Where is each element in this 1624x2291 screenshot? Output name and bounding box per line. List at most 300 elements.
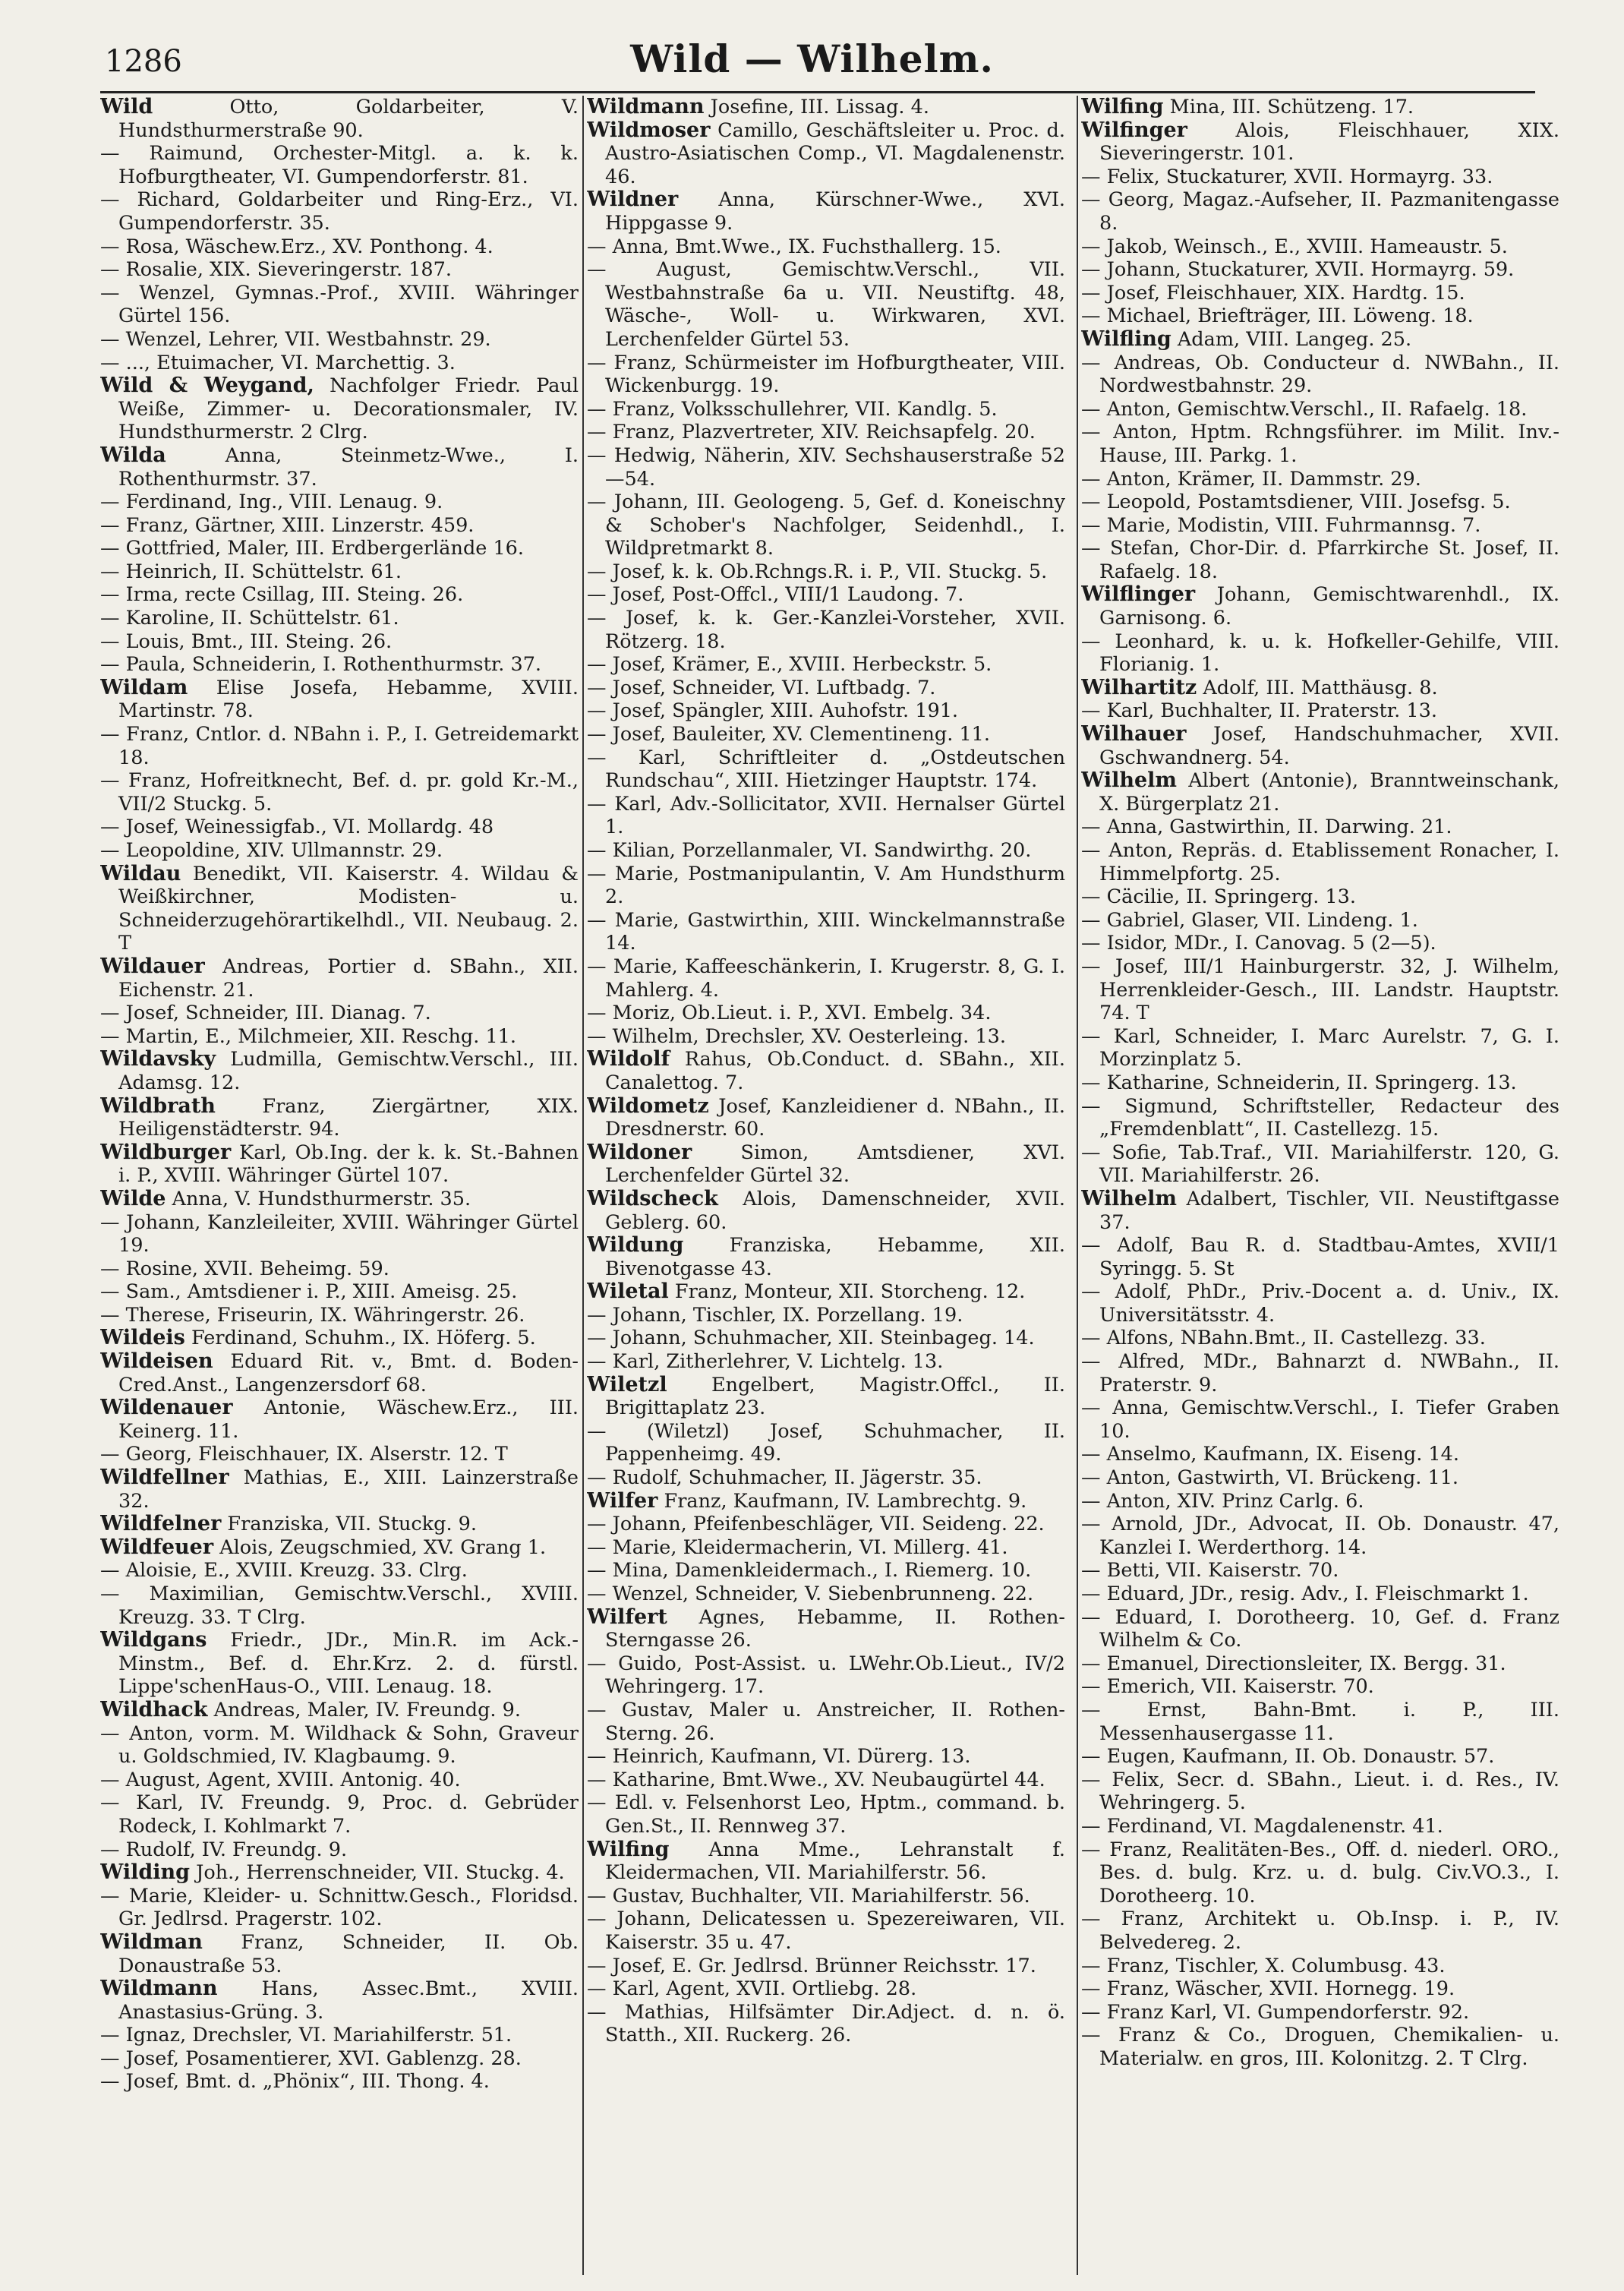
entry-text: Andreas, Maler, IV. Freundg. 9.	[207, 1698, 521, 1721]
entry-text: Hans, Assec.Bmt., XVIII. Anastasius-Grüng. 3.	[118, 1977, 579, 2024]
entry-text: Albert (Antonie), Branntweinschank, X. Bürgerplatz 21.	[1099, 769, 1559, 816]
entry-text: Eduard Rit. v., Bmt. d. Boden-Cred.Anst., Langenzersdorf 68.	[118, 1350, 579, 1396]
directory-entry	[587, 1977, 1065, 2001]
directory-entry	[1081, 1675, 1559, 1699]
directory-entry	[1081, 699, 1559, 723]
directory-entry	[100, 2024, 579, 2047]
entry-text: — Marie, Kaffeeschänkerin, I. Krugerstr. 8, G. I. Mahlerg. 4.	[587, 955, 1065, 1002]
directory-entry	[1081, 1559, 1559, 1583]
directory-entry	[587, 1838, 1065, 1885]
entry-surname: Wilhauer	[1081, 722, 1187, 746]
entry-text: — Cäcilie, II. Springerg. 13.	[1081, 885, 1356, 909]
entry-text: — Karl, Schneider, I. Marc Aurelstr. 7, G. I. Morzinplatz 5.	[1081, 1024, 1559, 1071]
directory-entry	[587, 1908, 1065, 1954]
entry-text: — Sam., Amtsdiener i. P., XIII. Ameisg. 25.	[100, 1280, 518, 1304]
entry-surname: Wildmoser	[587, 118, 711, 142]
entry-text: Elise Josefa, Hebamme, XVIII. Martinstr. 78.	[118, 676, 579, 723]
directory-entry	[1081, 258, 1559, 282]
entry-text: — Felix, Stuckaturer, XVII. Hormayrg. 33.	[1081, 165, 1493, 188]
entry-text: Josefine, III. Lissag. 4.	[704, 96, 929, 118]
directory-entry	[587, 677, 1065, 700]
entry-text: — Johann, Stuckaturer, XVII. Hormayrg. 59.	[1081, 258, 1515, 282]
entry-text: Simon, Amtsdiener, XVI. Lerchenfelder Gürtel 32.	[605, 1141, 1065, 1188]
entry-surname: Wild	[100, 96, 153, 118]
entry-text: — Josef, Spängler, XIII. Auhofstr. 191.	[587, 699, 959, 723]
entry-text: — Maximilian, Gemischtw.Verschl., XVIII. Kreuzg. 33. T Clrg.	[100, 1583, 579, 1629]
entry-surname: Wildman	[100, 1930, 203, 1954]
entry-text: — Josef, III/1 Hainburgerstr. 32, J. Wilhelm, Herrenkleider-Gesch., III. Landstr. Hauptstr. 74. T	[1081, 955, 1559, 1025]
entry-text: — Richard, Goldarbeiter und Ring-Erz., VI. Gumpendorferstr. 35.	[100, 188, 579, 235]
directory-entry	[587, 1234, 1065, 1280]
directory-entry	[100, 282, 579, 328]
entry-surname: Wildung	[587, 1233, 684, 1258]
entry-text: Adolf, III. Matthäusg. 8.	[1197, 676, 1438, 699]
entry-surname: Wildhack	[100, 1697, 208, 1721]
directory-entry	[1081, 1838, 1559, 1908]
directory-entry	[100, 630, 579, 654]
entry-text: — Heinrich, Kaufmann, VI. Dürerg. 13.	[587, 1745, 971, 1769]
directory-entry	[1081, 1188, 1559, 1234]
entry-surname: Wilfing	[587, 1837, 670, 1861]
entry-text: — Mina, Damenkleidermach., I. Riemerg. 10.	[587, 1559, 1032, 1583]
directory-entry	[1081, 816, 1559, 839]
directory-entry	[1081, 909, 1559, 932]
entry-text: Alois, Fleischhauer, XIX. Sieveringerstr. 101.	[1099, 118, 1559, 166]
directory-entry	[1081, 1745, 1559, 1769]
directory-entry	[100, 1861, 579, 1885]
directory-entry	[1081, 1815, 1559, 1838]
directory-entry	[100, 142, 579, 188]
entry-text: — Josef, Fleischhauer, XIX. Hardtg. 15.	[1081, 281, 1465, 305]
entry-text: — Paula, Schneiderin, I. Rothenthurmstr. 37.	[100, 653, 542, 677]
directory-entry	[1081, 514, 1559, 538]
directory-entry	[100, 607, 579, 630]
directory-entry	[587, 398, 1065, 421]
directory-entry	[100, 1559, 579, 1583]
entry-surname: Wilhelm	[1081, 768, 1177, 793]
entry-text: — Gustav, Buchhalter, VII. Mariahilferstr. 56.	[587, 1884, 1030, 1908]
directory-entry	[587, 1559, 1065, 1583]
directory-entry	[587, 1141, 1065, 1188]
entry-surname: Wilflinger	[1081, 582, 1196, 607]
directory-entry	[100, 1629, 579, 1699]
entry-text: — Edl. v. Felsenhorst Leo, Hptm., command. b. Gen.St., II. Rennweg 37.	[587, 1791, 1065, 1838]
directory-entry	[587, 1652, 1065, 1699]
directory-entry	[587, 96, 1065, 119]
directory-entry	[100, 514, 579, 538]
entry-text: — Rosine, XVII. Beheimg. 59.	[100, 1257, 389, 1280]
entry-text: Agnes, Hebamme, II. Rothen-Sterngasse 26.	[605, 1605, 1065, 1652]
entry-text: — Raimund, Orchester-Mitgl. a. k. k. Hofburgtheater, VI. Gumpendorferstr. 81.	[100, 142, 579, 188]
entry-text: Franz, Kaufmann, IV. Lambrechtg. 9.	[657, 1489, 1027, 1513]
entry-text: — Josef, Bauleiter, XV. Clementineng. 11.	[587, 723, 991, 746]
directory-entry	[100, 1769, 579, 1792]
entry-text: — Guido, Post-Assist. u. LWehr.Ob.Lieut., IV/2 Wehringerg. 17.	[587, 1652, 1065, 1699]
directory-entry	[100, 839, 579, 863]
directory-entry	[100, 955, 579, 1002]
directory-entry	[1081, 328, 1559, 352]
directory-entry	[1081, 1583, 1559, 1606]
entry-text: — Rosa, Wäschew.Erz., XV. Ponthong. 4.	[100, 235, 494, 258]
entry-text: — Katharine, Bmt.Wwe., XV. Neubaugürtel 44.	[587, 1768, 1045, 1791]
entry-surname: Wilfert	[587, 1605, 667, 1629]
entry-text: — Betti, VII. Kaiserstr. 70.	[1081, 1559, 1339, 1583]
directory-entry	[100, 1885, 579, 1931]
entry-text: Franziska, VII. Stuckg. 9.	[221, 1513, 477, 1536]
directory-entry	[1081, 1606, 1559, 1652]
entry-text: Franz, Schneider, II. Ob. Donaustraße 53.	[118, 1930, 579, 1977]
entry-text: — Adolf, Bau R. d. Stadtbau-Amtes, XVII/1 Syringg. 5. St	[1081, 1234, 1559, 1280]
entry-surname: Wilfling	[1081, 327, 1171, 351]
directory-entry	[587, 1791, 1065, 1838]
directory-entry	[587, 2001, 1065, 2047]
directory-entry	[1081, 1490, 1559, 1513]
entry-text: — Franz, Plazvertreter, XIV. Reichsapfelg. 20.	[587, 421, 1036, 444]
entry-text: — Karl, Buchhalter, II. Praterstr. 13.	[1081, 699, 1437, 723]
directory-entry	[100, 560, 579, 584]
directory-entry	[1081, 677, 1559, 700]
directory-entry	[587, 235, 1065, 259]
directory-entry	[587, 583, 1065, 607]
entry-text: — Kilian, Porzellanmaler, VI. Sandwirthg. 20.	[587, 839, 1032, 862]
entry-text: Nachfolger Friedr. Paul Weiße, Zimmer- u. Decorationsmaler, IV. Hundsthurmerstr. 2 Clrg.	[118, 374, 579, 444]
directory-entry	[100, 1211, 579, 1258]
directory-entry	[100, 1838, 579, 1862]
entry-text: — Rosalie, XIX. Sieveringerstr. 187.	[100, 258, 452, 282]
entry-surname: Wildenauer	[100, 1396, 233, 1420]
directory-entry	[1081, 282, 1559, 305]
directory-column-3	[1081, 96, 1559, 2283]
entry-text: Josef, Kanzleidiener d. NBahn., II. Dresdnerstr. 60.	[605, 1094, 1065, 1141]
entry-text: — Johann, III. Geologeng. 5, Gef. d. Koneischny & Schober's Nachfolger, Seidenhdl., I. Wildpretmarkt 8.	[587, 491, 1065, 560]
entry-text: — Leopoldine, XIV. Ullmannstr. 29.	[100, 839, 443, 862]
entry-text: — Mathias, Hilfsämter Dir.Adject. d. n. ö. Statth., XII. Ruckerg. 26.	[587, 2000, 1065, 2047]
directory-entry	[587, 1885, 1065, 1908]
directory-entry	[587, 560, 1065, 584]
entry-text: — Stefan, Chor-Dir. d. Pfarrkirche St. Josef, II. Rafaelg. 18.	[1081, 537, 1559, 583]
entry-surname: Wildfelner	[100, 1512, 222, 1536]
entry-text: — Louis, Bmt., III. Steing. 26.	[100, 630, 393, 653]
entry-text: — Felix, Secr. d. SBahn., Lieut. i. d. Res., IV. Wehringerg. 5.	[1081, 1768, 1559, 1815]
header-rule	[100, 91, 1535, 93]
directory-entry	[587, 793, 1065, 839]
directory-entry	[100, 1396, 579, 1443]
directory-entry	[100, 96, 579, 142]
directory-entry	[1081, 1652, 1559, 1676]
entry-text: — Wilhelm, Drechsler, XV. Oesterleing. 13.	[587, 1024, 1006, 1048]
directory-entry	[587, 723, 1065, 746]
entry-text: Johann, Gemischtwarenhdl., IX. Garnisong. 6.	[1099, 583, 1559, 630]
directory-column-2	[587, 96, 1065, 2283]
directory-entry	[100, 2047, 579, 2071]
entry-text: Andreas, Portier d. SBahn., XII. Eichenstr. 21.	[118, 955, 579, 1002]
entry-text: — Josef, Krämer, E., XVIII. Herbeckstr. 5.	[587, 653, 992, 677]
directory-entry	[587, 653, 1065, 677]
entry-surname: Wildfeuer	[100, 1535, 214, 1559]
entry-text: — Katharine, Schneiderin, II. Springerg. 13.	[1081, 1071, 1517, 1094]
entry-text: — Franz, Schürmeister im Hofburgtheater, VIII. Wickenburgg. 19.	[587, 351, 1065, 398]
entry-text: — Anton, Gastwirth, VI. Brückeng. 11.	[1081, 1466, 1459, 1490]
entry-text: — August, Gemischtw.Verschl., VII. Westbahnstraße 6a u. VII. Neustiftg. 48, Wäsche-, Woll- u. Wirkwaren, XVI. Lerchenfelder Gürtel 53.	[587, 258, 1065, 351]
directory-entry	[1081, 1327, 1559, 1350]
entry-text: Rahus, Ob.Conduct. d. SBahn., XII. Canalettog. 7.	[605, 1048, 1065, 1094]
entry-text: — Johann, Schuhmacher, XII. Steinbageg. 14.	[587, 1327, 1035, 1350]
entry-text: — Wenzel, Lehrer, VII. Westbahnstr. 29.	[100, 327, 491, 351]
entry-text: — Georg, Fleischhauer, IX. Alserstr. 12. T	[100, 1443, 508, 1466]
page-title: Wild — Wilhelm.	[630, 36, 994, 81]
directory-entry	[587, 746, 1065, 793]
directory-entry	[587, 839, 1065, 863]
entry-text: — Marie, Postmanipulantin, V. Am Hundsthurm 2.	[587, 862, 1065, 909]
entry-surname: Wildoner	[587, 1140, 692, 1164]
entry-text: — Josef, Schneider, III. Dianag. 7.	[100, 1002, 431, 1025]
entry-text: — Therese, Friseurin, IX. Währingerstr. 26.	[100, 1303, 525, 1327]
entry-surname: Wilda	[100, 443, 166, 467]
directory-entry	[587, 1955, 1065, 1978]
entry-text: — Josef, Posamentierer, XVI. Gablenzg. 28.	[100, 2046, 522, 2070]
entry-text: — Josef, k. k. Ob.Rchngs.R. i. P., VII. Stuckg. 5.	[587, 560, 1048, 583]
directory-entry	[587, 863, 1065, 909]
entry-text: — Marie, Modistin, VIII. Fuhrmannsg. 7.	[1081, 513, 1481, 537]
entry-text: — Emanuel, Directionsleiter, IX. Bergg. 31.	[1081, 1652, 1506, 1675]
entry-text: — Karl, Adv.-Sollicitator, XVII. Hernalser Gürtel 1.	[587, 792, 1065, 839]
entry-surname: Wilhelm	[1081, 1186, 1177, 1210]
directory-entry	[587, 352, 1065, 398]
entry-text: — Josef, E. Gr. Jedlrsd. Brünner Reichsstr. 17.	[587, 1954, 1036, 1977]
entry-text: — Marie, Gastwirthin, XIII. Winckelmannstraße 14.	[587, 908, 1065, 955]
entry-text: — Moriz, Ob.Lieut. i. P., XVI. Embelg. 34.	[587, 1002, 992, 1025]
entry-text: — Adolf, PhDr., Priv.-Docent a. d. Univ., IX. Universitätsstr. 4.	[1081, 1280, 1559, 1327]
entry-text: — Marie, Kleider- u. Schnittw.Gesch., Floridsd. Gr. Jedlrsd. Pragerstr. 102.	[100, 1884, 579, 1931]
entry-text: — Franz & Co., Droguen, Chemikalien- u. Materialw. en gros, III. Kolonitzg. 2. T Clrg.	[1081, 2024, 1559, 2070]
directory-entry	[1081, 955, 1559, 1025]
entry-text: — Gottfried, Maler, III. Erdbergerlände 16.	[100, 537, 525, 560]
entry-surname: Wilde	[100, 1186, 166, 1210]
entry-text: Adalbert, Tischler, VII. Neustiftgasse 37.	[1099, 1187, 1559, 1234]
entry-text: Benedikt, VII. Kaiserstr. 4. Wildau & Weißkirchner, Modisten- u. Schneiderzugehörartikelhdl., VII. Neubaug. 2. T	[118, 862, 579, 955]
entry-text: Otto, Goldarbeiter, V. Hundsthurmerstraße 90.	[118, 96, 579, 142]
entry-text: — Karl, Agent, XVII. Ortliebg. 28.	[587, 1977, 917, 2001]
entry-surname: Wiletzl	[587, 1372, 667, 1396]
entry-text: — Josef, Post-Offcl., VIII/1 Laudong. 7.	[587, 583, 964, 607]
directory-entry	[1081, 1280, 1559, 1327]
entry-surname: Wildburger	[100, 1140, 232, 1164]
entry-text: — Franz, Realitäten-Bes., Off. d. niederl. ORO., Bes. d. bulg. Krz. u. d. bulg. Civ.VO.3., I. Dorotheerg. 10.	[1081, 1838, 1559, 1908]
entry-surname: Wildner	[587, 188, 679, 212]
entry-text: — Anselmo, Kaufmann, IX. Eiseng. 14.	[1081, 1443, 1459, 1466]
entry-text: — Wenzel, Schneider, V. Siebenbrunneng. 22.	[587, 1583, 1034, 1605]
directory-entry	[587, 909, 1065, 955]
entry-text: Friedr., JDr., Min.R. im Ack.-Minstm., Bef. d. Ehr.Krz. 2. d. fürstl. Lippe'schenHaus-O., VIII. Lenaug. 18.	[118, 1629, 579, 1699]
directory-entry	[1081, 583, 1559, 630]
directory-entry	[587, 1002, 1065, 1025]
entry-text: — Alfred, MDr., Bahnarzt d. NWBahn., II. Praterstr. 9.	[1081, 1350, 1559, 1396]
entry-text: — Anna, Gemischtw.Verschl., I. Tiefer Graben 10.	[1081, 1396, 1559, 1443]
directory-entry	[100, 1536, 579, 1560]
entry-text: Anna, V. Hundsthurmerstr. 35.	[166, 1187, 471, 1210]
entry-text: — Emerich, VII. Kaiserstr. 70.	[1081, 1675, 1374, 1699]
directory-entry	[100, 1977, 579, 2024]
directory-entry	[587, 1606, 1065, 1652]
entry-text: — Karl, IV. Freundg. 9, Proc. d. Gebrüder Rodeck, I. Kohlmarkt 7.	[100, 1791, 579, 1838]
entry-text: — Franz Karl, VI. Gumpendorferstr. 92.	[1081, 2000, 1470, 2024]
directory-entry	[1081, 1908, 1559, 1954]
directory-entry	[1081, 1025, 1559, 1071]
entry-text: — Ferdinand, VI. Magdalenenstr. 41.	[1081, 1814, 1443, 1838]
entry-text: Karl, Ob.Ing. der k. k. St.-Bahnen i. P., XVIII. Währinger Gürtel 107.	[118, 1141, 579, 1188]
directory-entry	[587, 699, 1065, 723]
directory-entry	[100, 723, 579, 769]
directory-entry	[1081, 1977, 1559, 2001]
entry-text: — Heinrich, II. Schüttelstr. 61.	[100, 560, 402, 583]
directory-entry	[100, 1258, 579, 1281]
directory-entry	[587, 421, 1065, 444]
directory-entry	[100, 491, 579, 514]
directory-entry	[587, 1280, 1065, 1304]
directory-entry	[100, 1048, 579, 1094]
entry-text: — Franz, Hofreitknecht, Bef. d. pr. gold Kr.-M., VII/2 Stuckg. 5.	[100, 769, 579, 816]
directory-entry	[100, 1443, 579, 1466]
directory-entry	[1081, 491, 1559, 514]
entry-text: — Ferdinand, Ing., VIII. Lenaug. 9.	[100, 491, 443, 514]
directory-entry	[1081, 1396, 1559, 1443]
entry-surname: Wildavsky	[100, 1047, 216, 1071]
entry-text: — Anton, Hptm. Rchngsführer. im Milit. Inv.-Hause, III. Parkg. 1.	[1081, 421, 1559, 467]
entry-text: Joh., Herrenschneider, VII. Stuckg. 4.	[190, 1861, 565, 1885]
entry-text: — Ignaz, Drechsler, VI. Mariahilferstr. 51.	[100, 2024, 512, 2047]
entry-text: — Martin, E., Milchmeier, XII. Reschg. 11.	[100, 1024, 517, 1048]
directory-entry	[100, 374, 579, 444]
directory-entry	[100, 188, 579, 235]
directory-entry	[1081, 421, 1559, 467]
entry-text: — Alfons, NBahn.Bmt., II. Castellezg. 33.	[1081, 1327, 1486, 1350]
entry-text: Camillo, Geschäftsleiter u. Proc. d. Austro-Asiatischen Comp., VI. Magdalenenstr. 46.	[605, 118, 1065, 188]
entry-text: — Anton, XIV. Prinz Carlg. 6.	[1081, 1489, 1364, 1513]
entry-text: — Leopold, Postamtsdiener, VIII. Josefsg. 5.	[1081, 491, 1511, 514]
directory-entry	[587, 258, 1065, 351]
directory-entry	[1081, 932, 1559, 955]
entry-text: — Johann, Pfeifenbeschläger, VII. Seideng. 22.	[587, 1513, 1045, 1536]
directory-entry	[587, 607, 1065, 653]
entry-surname: Wild & Weygand,	[100, 374, 314, 398]
entry-text: — Georg, Magaz.-Aufseher, II. Pazmanitengasse 8.	[1081, 188, 1559, 235]
entry-text: — Josef, k. k. Ger.-Kanzlei-Vorsteher, XVII. Rötzerg. 18.	[587, 607, 1065, 653]
directory-entry	[587, 1536, 1065, 1560]
entry-text: — Rudolf, Schuhmacher, II. Jägerstr. 35.	[587, 1466, 982, 1490]
column-divider	[582, 96, 584, 2275]
entry-text: Alois, Zeugschmied, XV. Grang 1.	[213, 1535, 547, 1559]
entry-text: — Anton, vorm. M. Wildhack & Sohn, Graveur u. Goldschmied, IV. Klagbaumg. 9.	[100, 1721, 579, 1769]
directory-entry	[587, 1095, 1065, 1141]
entry-text: — Karoline, II. Schüttelstr. 61.	[100, 607, 399, 630]
entry-surname: Wildbrath	[100, 1093, 216, 1118]
entry-text: — Ernst, Bahn-Bmt. i. P., III. Messenhausergasse 11.	[1081, 1698, 1559, 1745]
entry-text: — Arnold, JDr., Advocat, II. Ob. Donaustr. 47, Kanzlei I. Werderthorg. 14.	[1081, 1513, 1559, 1559]
entry-text: — Leonhard, k. u. k. Hofkeller-Gehilfe, VIII. Florianig. 1.	[1081, 630, 1559, 677]
entry-text: — Irma, recte Csillag, III. Steing. 26.	[100, 583, 464, 607]
directory-entry	[587, 1699, 1065, 1745]
entry-text: — Johann, Delicatessen u. Spezereiwaren, VII. Kaiserstr. 35 u. 47.	[587, 1908, 1065, 1954]
entry-text: Franz, Monteur, XII. Storcheng. 12.	[668, 1280, 1026, 1304]
entry-surname: Wilfer	[587, 1488, 658, 1513]
directory-entry	[100, 1095, 579, 1141]
entry-text: Antonie, Wäschew.Erz., III. Keinerg. 11.	[118, 1396, 579, 1443]
directory-entry	[1081, 1769, 1559, 1815]
directory-entry	[587, 1327, 1065, 1350]
entry-surname: Wildmann	[100, 1977, 218, 2001]
directory-entry	[100, 1513, 579, 1536]
directory-entry	[587, 1188, 1065, 1234]
directory-entry	[1081, 1955, 1559, 1978]
entry-text: Anna Mme., Lehranstalt f. Kleidermachen, VII. Mariahilferstr. 56.	[605, 1838, 1065, 1885]
directory-entry	[100, 1327, 579, 1350]
entry-text: — Anna, Gastwirthin, II. Darwing. 21.	[1081, 816, 1452, 839]
directory-entry	[1081, 235, 1559, 259]
directory-entry	[587, 1583, 1065, 1606]
directory-entry	[587, 491, 1065, 560]
entry-surname: Wilding	[100, 1860, 191, 1885]
directory-entry	[100, 2070, 579, 2094]
entry-surname: Wilfinger	[1081, 118, 1187, 142]
directory-entry	[587, 188, 1065, 235]
column-divider	[1077, 96, 1078, 2275]
directory-entry	[1081, 885, 1559, 909]
entry-text: — ..., Etuimacher, VI. Marchettig. 3.	[100, 351, 456, 374]
entry-text: — Eduard, I. Dorotheerg. 10, Gef. d. Franz Wilhelm & Co.	[1081, 1605, 1559, 1652]
entry-surname: Wildolf	[587, 1047, 670, 1071]
directory-entry	[1081, 1095, 1559, 1141]
entry-surname: Wilfing	[1081, 96, 1164, 118]
entry-text: Ludmilla, Gemischtw.Verschl., III. Adamsg. 12.	[118, 1048, 579, 1094]
entry-text: — Anton, Repräs. d. Etablissement Ronacher, I. Himmelpfortg. 25.	[1081, 839, 1559, 885]
directory-entry	[1081, 537, 1559, 583]
entry-surname: Wildeis	[100, 1326, 185, 1350]
entry-text: — Anna, Bmt.Wwe., IX. Fuchsthallerg. 15.	[587, 235, 1001, 258]
entry-text: — Gabriel, Glaser, VII. Lindeng. 1.	[1081, 908, 1418, 932]
entry-text: — Anton, Gemischtw.Verschl., II. Rafaelg. 18.	[1081, 397, 1528, 421]
entry-text: — Marie, Kleidermacherin, VI. Millerg. 41.	[587, 1535, 1008, 1559]
directory-entry	[1081, 1350, 1559, 1396]
directory-entry	[587, 1350, 1065, 1374]
directory-entry	[1081, 1513, 1559, 1559]
entry-text: — Franz, Wäscher, XVII. Hornegg. 19.	[1081, 1977, 1455, 2001]
directory-entry	[100, 352, 579, 375]
entry-text: Alois, Damenschneider, XVII. Geblerg. 60.	[605, 1187, 1065, 1234]
directory-entry	[100, 1350, 579, 1396]
entry-text: — August, Agent, XVIII. Antonig. 40.	[100, 1768, 461, 1791]
entry-text: — Anton, Krämer, II. Dammstr. 29.	[1081, 467, 1421, 491]
directory-entry	[587, 1466, 1065, 1490]
entry-text: — Andreas, Ob. Conducteur d. NWBahn., II. Nordwestbahnstr. 29.	[1081, 351, 1559, 398]
directory-entry	[1081, 1234, 1559, 1280]
directory-entry	[100, 537, 579, 560]
entry-text: Mina, III. Schützeng. 17.	[1163, 96, 1414, 118]
entry-surname: Wildeisen	[100, 1349, 213, 1374]
entry-surname: Wildgans	[100, 1628, 207, 1652]
directory-entry	[587, 955, 1065, 1002]
entry-text: Adam, VIII. Langeg. 25.	[1171, 327, 1412, 351]
directory-entry	[100, 863, 579, 955]
directory-entry	[587, 1769, 1065, 1792]
directory-entry	[587, 1420, 1065, 1466]
directory-entry	[100, 1931, 579, 1977]
entry-text: — Franz, Tischler, X. Columbusg. 43.	[1081, 1954, 1446, 1977]
directory-entry	[587, 1304, 1065, 1327]
directory-entry	[1081, 96, 1559, 119]
entry-text: — Karl, Schriftleiter d. „Ostdeutschen Rundschau“, XIII. Hietzinger Hauptstr. 174.	[587, 746, 1065, 793]
directory-entry	[587, 1513, 1065, 1536]
directory-entry	[100, 1466, 579, 1513]
